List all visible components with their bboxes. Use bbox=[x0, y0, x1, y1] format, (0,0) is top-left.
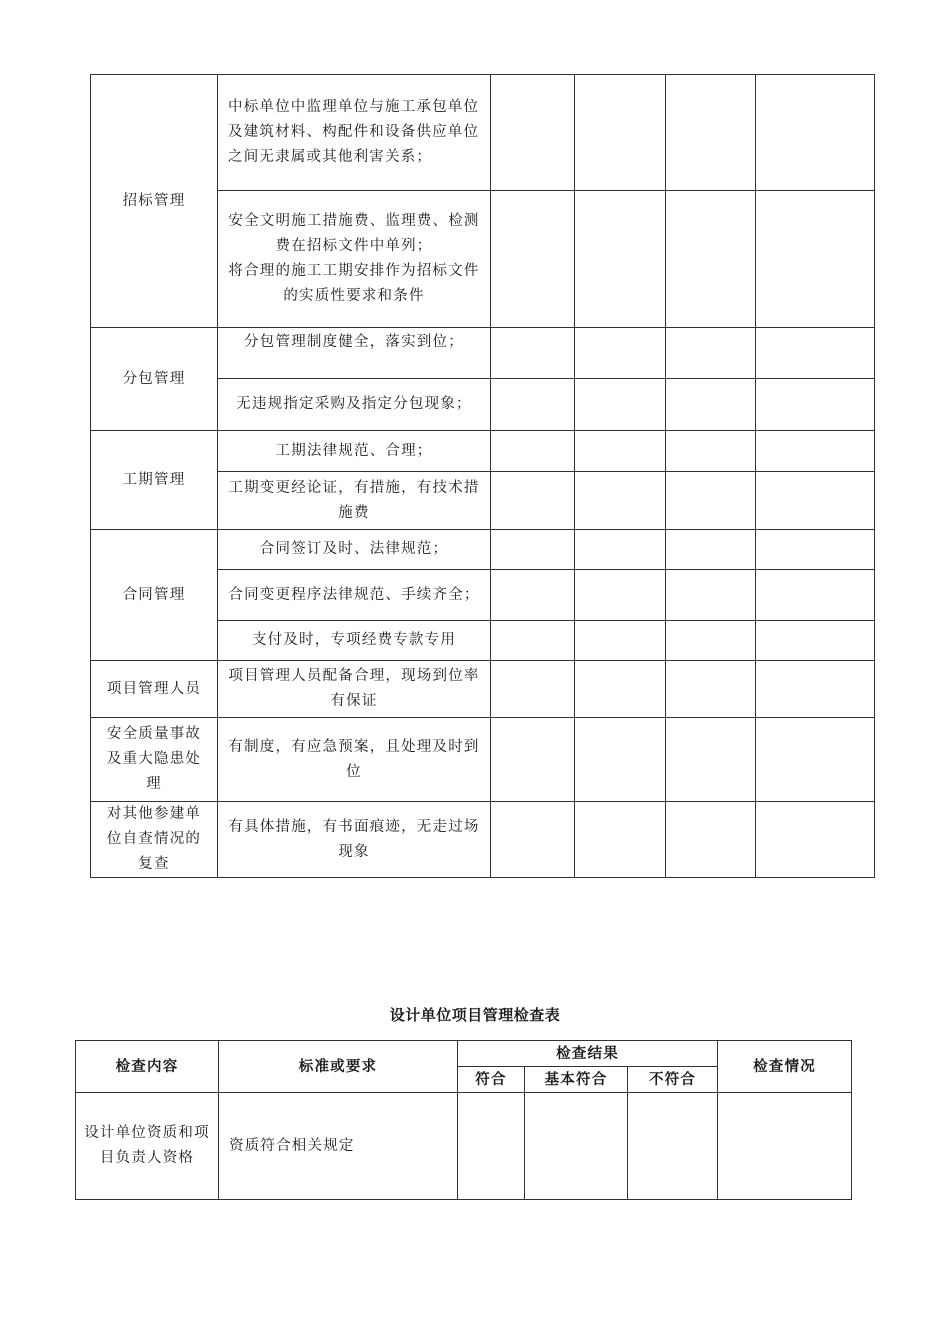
header-conform: 符合 bbox=[458, 1067, 525, 1093]
situation-cell bbox=[756, 472, 875, 530]
table-row bbox=[91, 530, 875, 570]
nonconform-cell bbox=[666, 75, 756, 191]
standard-cell: 安全文明施工措施费、监理费、检测费在招标文件中单列； 将合理的施工工期安排作为招标文件的实质性要求和条件 bbox=[218, 191, 491, 328]
basic-conform-cell bbox=[575, 328, 666, 379]
category-cell: 安全质量事故及重大隐患处理 bbox=[91, 718, 218, 802]
situation-cell bbox=[756, 328, 875, 379]
situation-cell bbox=[756, 379, 875, 431]
basic-conform-cell bbox=[525, 1093, 628, 1200]
nonconform-cell bbox=[666, 661, 756, 718]
nonconform-cell bbox=[666, 570, 756, 621]
conform-cell bbox=[491, 718, 575, 802]
basic-conform-cell bbox=[575, 191, 666, 328]
conform-cell bbox=[491, 570, 575, 621]
standard-cell: 项目管理人员配备合理，现场到位率有保证 bbox=[218, 661, 491, 718]
basic-conform-cell bbox=[575, 379, 666, 431]
nonconform-cell bbox=[666, 621, 756, 661]
category-cell: 对其他参建单位自查情况的复查 bbox=[91, 802, 218, 878]
situation-cell bbox=[756, 661, 875, 718]
category-cell: 招标管理 bbox=[91, 75, 218, 328]
standard-cell: 有具体措施，有书面痕迹，无走过场现象 bbox=[218, 802, 491, 878]
table-row bbox=[91, 328, 875, 379]
basic-conform-cell bbox=[575, 530, 666, 570]
project-management-check-table-continued bbox=[90, 74, 875, 878]
header-row bbox=[76, 1041, 852, 1067]
table-row bbox=[91, 718, 875, 802]
header-check-result: 检查结果 bbox=[458, 1041, 718, 1067]
basic-conform-cell bbox=[575, 621, 666, 661]
conform-cell bbox=[491, 328, 575, 379]
category-cell: 工期管理 bbox=[91, 431, 218, 530]
situation-cell bbox=[756, 621, 875, 661]
basic-conform-cell bbox=[575, 570, 666, 621]
table-row bbox=[91, 661, 875, 718]
category-cell: 分包管理 bbox=[91, 328, 218, 431]
situation-cell bbox=[756, 570, 875, 621]
basic-conform-cell bbox=[575, 472, 666, 530]
nonconform-cell bbox=[666, 472, 756, 530]
standard-cell: 支付及时，专项经费专款专用 bbox=[218, 621, 491, 661]
standard-cell: 资质符合相关规定 bbox=[219, 1093, 458, 1200]
conform-cell bbox=[491, 661, 575, 718]
nonconform-cell bbox=[666, 718, 756, 802]
standard-cell: 工期变更经论证，有措施，有技术措施费 bbox=[218, 472, 491, 530]
design-unit-check-table bbox=[75, 1040, 852, 1200]
situation-cell bbox=[756, 75, 875, 191]
header-nonconform: 不符合 bbox=[628, 1067, 718, 1093]
conform-cell bbox=[491, 191, 575, 328]
table-row bbox=[91, 802, 875, 878]
situation-cell bbox=[756, 191, 875, 328]
situation-cell bbox=[756, 802, 875, 878]
conform-cell bbox=[491, 530, 575, 570]
basic-conform-cell bbox=[575, 431, 666, 472]
nonconform-cell bbox=[628, 1093, 718, 1200]
standard-cell: 工期法律规范、合理； bbox=[218, 431, 491, 472]
category-cell: 设计单位资质和项目负责人资格 bbox=[76, 1093, 219, 1200]
header-standard: 标准或要求 bbox=[219, 1041, 458, 1093]
basic-conform-cell bbox=[575, 802, 666, 878]
header-check-situation: 检查情况 bbox=[718, 1041, 852, 1093]
basic-conform-cell bbox=[575, 75, 666, 191]
situation-cell bbox=[756, 718, 875, 802]
nonconform-cell bbox=[666, 379, 756, 431]
conform-cell bbox=[491, 802, 575, 878]
situation-cell bbox=[718, 1093, 852, 1200]
standard-cell: 中标单位中监理单位与施工承包单位及建筑材料、构配件和设备供应单位之间无隶属或其他利害关系； bbox=[218, 75, 491, 191]
conform-cell bbox=[491, 431, 575, 472]
table-row bbox=[91, 75, 875, 191]
basic-conform-cell bbox=[575, 718, 666, 802]
situation-cell bbox=[756, 431, 875, 472]
nonconform-cell bbox=[666, 802, 756, 878]
table-row bbox=[76, 1093, 852, 1200]
standard-cell: 合同签订及时、法律规范； bbox=[218, 530, 491, 570]
nonconform-cell bbox=[666, 191, 756, 328]
design-unit-table-title: 设计单位项目管理检查表 bbox=[389, 1006, 561, 1024]
situation-cell bbox=[756, 530, 875, 570]
conform-cell bbox=[491, 379, 575, 431]
table-row bbox=[91, 431, 875, 472]
conform-cell bbox=[491, 472, 575, 530]
standard-cell: 合同变更程序法律规范、手续齐全； bbox=[218, 570, 491, 621]
conform-cell bbox=[491, 621, 575, 661]
standard-cell: 有制度，有应急预案，且处理及时到位 bbox=[218, 718, 491, 802]
standard-cell: 分包管理制度健全，落实到位； bbox=[218, 328, 491, 379]
header-check-content: 检查内容 bbox=[76, 1041, 219, 1093]
nonconform-cell bbox=[666, 530, 756, 570]
basic-conform-cell bbox=[575, 661, 666, 718]
category-cell: 项目管理人员 bbox=[91, 661, 218, 718]
category-cell: 合同管理 bbox=[91, 530, 218, 661]
nonconform-cell bbox=[666, 431, 756, 472]
header-basic-conform: 基本符合 bbox=[525, 1067, 628, 1093]
nonconform-cell bbox=[666, 328, 756, 379]
conform-cell bbox=[458, 1093, 525, 1200]
standard-cell: 无违规指定采购及指定分包现象； bbox=[218, 379, 491, 431]
conform-cell bbox=[491, 75, 575, 191]
